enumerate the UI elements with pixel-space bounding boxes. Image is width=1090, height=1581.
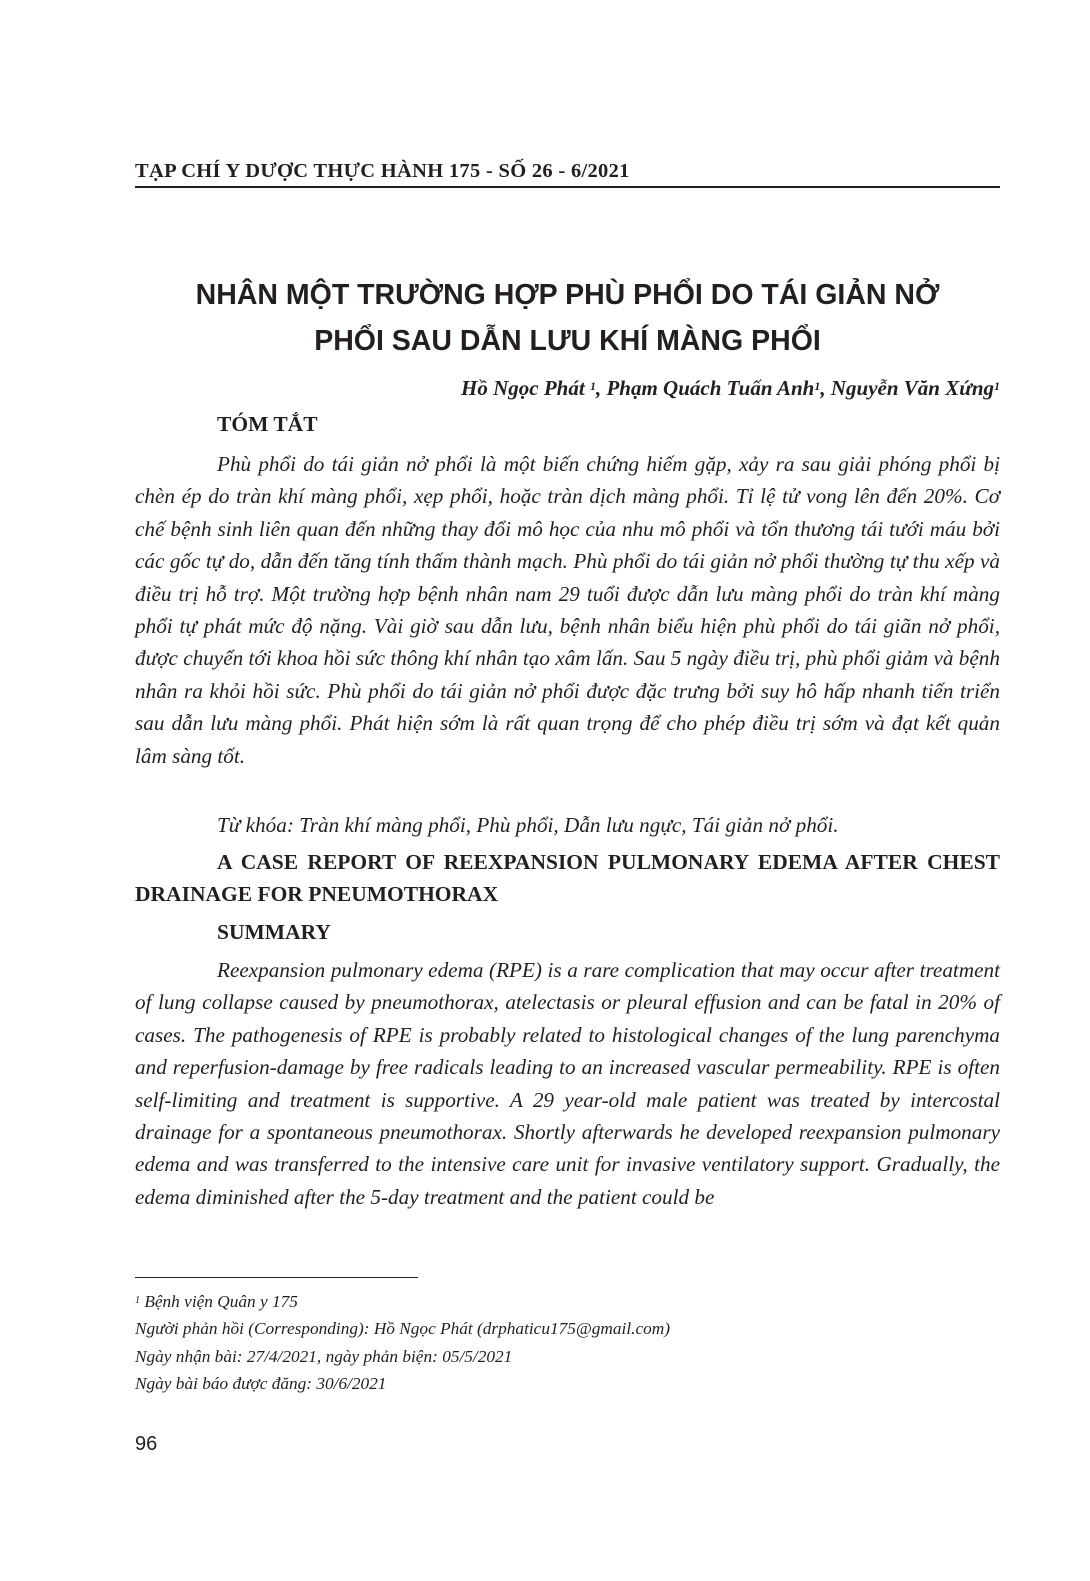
summary-body: Reexpansion pulmonary edema (RPE) is a rare complication that may occur after treatment of lung collapse caused by pneumothorax, atelectasis or pleural effusion and can be fatal in 20% of cases. The pathogenesis of RPE is probably related to histological changes of the lung parenchyma and reperfusion-damage by free radicals leading to an increased vascular permeability. RPE is often self-limiting and treatment is supportive. A 29 year-old male patient was treated by intercostal drainage for a spontaneous pneumothorax. Shortly afterwards he developed reexpansion pulmonary edema and was transferred to the intensive care unit for invasive ventilatory support. Gradually, the edema diminished after the 5-day treatment and the patient could be — [135, 958, 1000, 1209]
footnote-affiliation — [135, 1288, 1000, 1315]
footnote-received: Ngày nhận bài: 27/4/2021, ngày phản biện: 05/5/2021 — [135, 1346, 513, 1366]
author-separator: , — [820, 376, 831, 400]
page-number: 96 — [135, 1433, 158, 1455]
author-name: Nguyễn Văn Xứng — [830, 376, 994, 400]
abstract-body-vi: Phù phổi do tái giản nở phổi là một biến chứng hiếm gặp, xảy ra sau giải phóng phổi bị chèn ép do tràn khí màng phổi, xẹp phổi, hoặc tràn dịch màng phổi. Tỉ lệ tử vong lên đến 20%. Cơ chế bệnh sinh liên quan đến những thay đổi mô học của nhu mô phổi và tổn thương tái tưới máu bởi các gốc tự do, dẫn đến tăng tính thấm thành mạch. Phù phổi do tái giản nở phổi thường tự thu xếp và điều trị hỗ trợ. Một trường hợp bệnh nhân nam 29 tuổi được dẫn lưu màng phổi do tràn khí màng phổi tự phát mức độ nặng. Vài giờ sau dẫn lưu, bệnh nhân biểu hiện phù phổi do tái giãn nở phổi, được chuyển tới khoa hồi sức thông khí nhân tạo xâm lấn. Sau 5 ngày điều trị, phù phổi giảm và bệnh nhân ra khỏi hồi sức. Phù phổi do tái giản nở phổi được đặc trưng bởi suy hô hấp nhanh tiến triển sau dẫn lưu màng phổi. Phát hiện sớm là rất quan trọng để cho phép điều trị sớm và đạt kết quản lâm sàng tốt. — [135, 452, 1000, 768]
footnote-corresponding: Người phản hồi (Corresponding): Hồ Ngọc Phát (drphaticu175@gmail.com) — [135, 1319, 671, 1339]
footnotes — [135, 1288, 1000, 1397]
author-affiliation-mark: 1 — [814, 379, 821, 393]
author-affiliation-mark: 1 — [994, 379, 1000, 393]
footnote-rule — [135, 1277, 418, 1278]
header-rule — [135, 186, 1000, 188]
journal-header: TẠP CHÍ Y DƯỢC THỰC HÀNH 175 - SỐ 26 - 6/2021 — [135, 160, 630, 182]
english-title: A CASE REPORT OF REEXPANSION PULMONARY EDEMA AFTER CHEST DRAINAGE FOR PNEUMOTHORAX — [135, 850, 1000, 906]
author-separator: , — [595, 376, 607, 400]
author-list — [135, 373, 1000, 403]
abstract-heading-vi: TÓM TẮT — [217, 412, 318, 436]
author-name: Hồ Ngọc Phát — [461, 376, 590, 400]
affiliation-text: Bệnh viện Quân y 175 — [140, 1292, 298, 1311]
footnote-published: Ngày bài báo được đăng: 30/6/2021 — [135, 1373, 387, 1393]
author-name: Phạm Quách Tuấn Anh — [606, 376, 815, 400]
summary-heading: SUMMARY — [217, 920, 331, 944]
article-title — [135, 272, 1000, 364]
keywords-vi: Từ khóa: Tràn khí màng phổi, Phù phổi, Dẫn lưu ngực, Tái giản nở phổi. — [217, 813, 839, 837]
author-affiliation-mark: 1 — [589, 379, 596, 393]
title-line-2: PHỔI SAU DẪN LƯU KHÍ MÀNG PHỔI — [314, 325, 821, 357]
affiliation-mark: 1 — [135, 1295, 140, 1306]
title-line-1: NHÂN MỘT TRƯỜNG HỢP PHÙ PHỔI DO TÁI GIẢN NỞ — [195, 279, 940, 311]
